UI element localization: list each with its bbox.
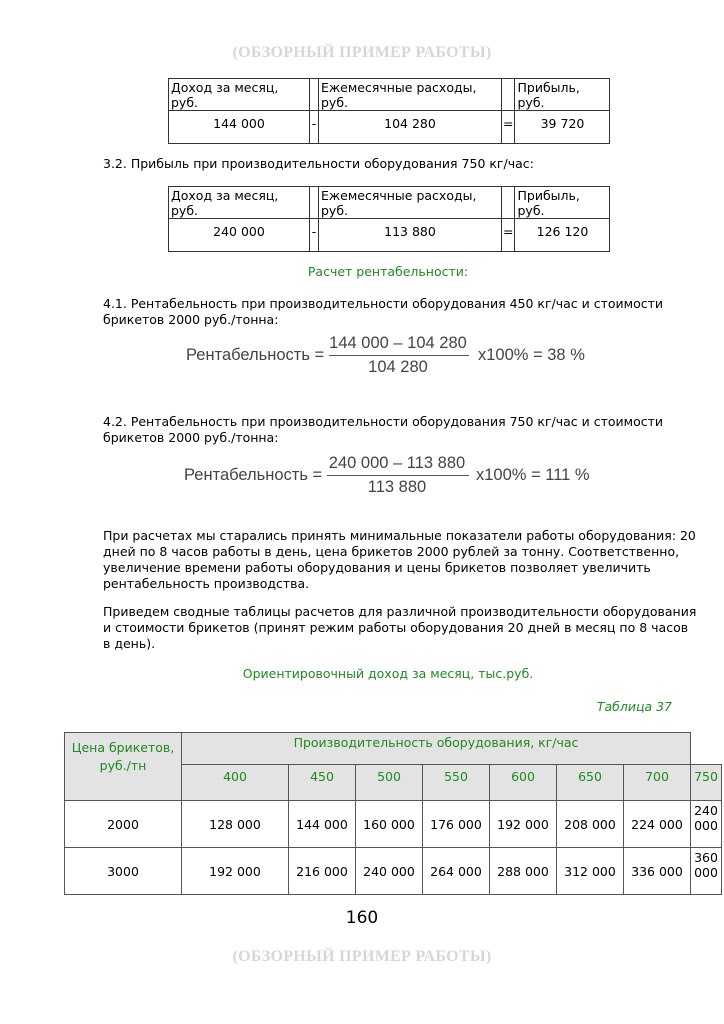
paragraph-assumptions (103, 528, 696, 592)
section-4-1-line1: 4.1. Рентабельность при производительности оборудования 450 кг/час и стоимости (103, 296, 664, 311)
section-4-1-line2: брикетов 2000 руб./тонна: (103, 312, 279, 327)
profit-value: 39 720 (515, 111, 610, 144)
paragraph-line: рентабельность производства. (103, 576, 310, 591)
value-line: 000 (694, 818, 718, 833)
formula-result: x100% = 38 % (478, 346, 585, 364)
minus-sign: - (310, 111, 319, 144)
value-cell: 192 000 (182, 848, 289, 895)
expenses-value: 113 880 (319, 219, 502, 252)
fraction-bar (327, 475, 469, 476)
formula-label: Рентабельность = (184, 466, 323, 484)
value-cell: 128 000 (182, 801, 289, 848)
formula-numerator: 144 000 – 104 280 (329, 334, 467, 352)
value-cell: 208 000 (557, 801, 624, 848)
formula-denominator: 113 880 (367, 478, 427, 496)
income-table (64, 732, 722, 895)
value-cell: 312 000 (557, 848, 624, 895)
value-cell: 224 000 (624, 801, 691, 848)
row-header-line: руб./тн (99, 758, 147, 773)
section-4-2-line1: 4.2. Рентабельность при производительности оборудования 750 кг/час и стоимости (103, 414, 664, 429)
section-4-2-line2: брикетов 2000 руб./тонна: (103, 430, 279, 445)
table-label: Таблица 37 (596, 699, 672, 714)
equals-sign: = (502, 219, 515, 252)
section-3-2-heading: 3.2. Прибыль при производительности оборудования 750 кг/час: (103, 156, 534, 171)
profit-table-450 (168, 78, 610, 144)
paragraph-summary-tables (103, 604, 696, 652)
formula-result: x100% = 111 % (476, 466, 590, 484)
paragraph-line: в день). (103, 636, 156, 651)
header-income: Доход за месяц, руб. (169, 187, 310, 219)
value-line: 240 (694, 803, 718, 818)
page-number: 160 (345, 908, 379, 928)
price-cell: 3000 (65, 848, 182, 895)
formula-numerator: 240 000 – 113 880 (328, 454, 466, 472)
profit-table-750 (168, 186, 610, 252)
profitability-heading: Расчет рентабельности: (307, 264, 469, 279)
header-profit: Прибыль, руб. (515, 187, 610, 219)
paragraph-line: и стоимости брикетов (принят режим работы оборудования 20 дней в месяц по 8 часов (103, 620, 689, 635)
capacity-700: 700 (624, 765, 691, 801)
equals-sign: = (502, 111, 515, 144)
watermark-top: (ОБЗОРНЫЙ ПРИМЕР РАБОТЫ) (232, 44, 492, 61)
header-profit: Прибыль, руб. (515, 79, 610, 111)
paragraph-line: Приведем сводные таблицы расчетов для различной производительности оборудования (103, 604, 697, 619)
value-cell: 288 000 (490, 848, 557, 895)
table-row (65, 801, 722, 848)
income-value: 240 000 (169, 219, 310, 252)
value-cell: 216 000 (289, 848, 356, 895)
value-cell-750 (691, 848, 722, 895)
value-cell: 240 000 (356, 848, 423, 895)
capacity-450: 450 (289, 765, 356, 801)
expenses-value: 104 280 (319, 111, 502, 144)
table-row (65, 848, 722, 895)
minus-sign: - (310, 219, 319, 252)
income-table-title: Ориентировочный доход за месяц, тыс.руб. (242, 666, 534, 681)
fraction-bar (329, 355, 469, 356)
value-cell: 336 000 (624, 848, 691, 895)
price-cell: 2000 (65, 801, 182, 848)
header-income: Доход за месяц, руб. (169, 79, 310, 111)
value-cell: 192 000 (490, 801, 557, 848)
header-expenses: Ежемесячные расходы, руб. (319, 187, 502, 219)
capacity-750: 750 (691, 765, 722, 801)
capacity-400: 400 (182, 765, 289, 801)
value-cell: 144 000 (289, 801, 356, 848)
value-cell-750 (691, 801, 722, 848)
paragraph-line: увеличение времени работы оборудования и цены брикетов позволяет увеличить (103, 560, 651, 575)
capacity-550: 550 (423, 765, 490, 801)
header-expenses: Ежемесячные расходы, руб. (319, 79, 502, 111)
capacity-650: 650 (557, 765, 624, 801)
value-cell: 176 000 (423, 801, 490, 848)
col-group-header: Производительность оборудования, кг/час (182, 733, 691, 765)
formula-label: Рентабельность = (186, 346, 325, 364)
income-value: 144 000 (169, 111, 310, 144)
row-header-price (65, 733, 182, 801)
row-header-line: Цена брикетов, (71, 740, 175, 755)
value-cell: 264 000 (423, 848, 490, 895)
value-line: 360 (694, 850, 718, 865)
profit-value: 126 120 (515, 219, 610, 252)
watermark-bottom: (ОБЗОРНЫЙ ПРИМЕР РАБОТЫ) (232, 948, 492, 965)
capacity-500: 500 (356, 765, 423, 801)
formula-denominator: 104 280 (368, 358, 428, 376)
paragraph-line: При расчетах мы старались принять минимальные показатели работы оборудования: 20 (103, 528, 696, 543)
value-line: 000 (694, 865, 718, 880)
paragraph-line: дней по 8 часов работы в день, цена брикетов 2000 рублей за тонну. Соответственно, (103, 544, 680, 559)
capacity-600: 600 (490, 765, 557, 801)
value-cell: 160 000 (356, 801, 423, 848)
